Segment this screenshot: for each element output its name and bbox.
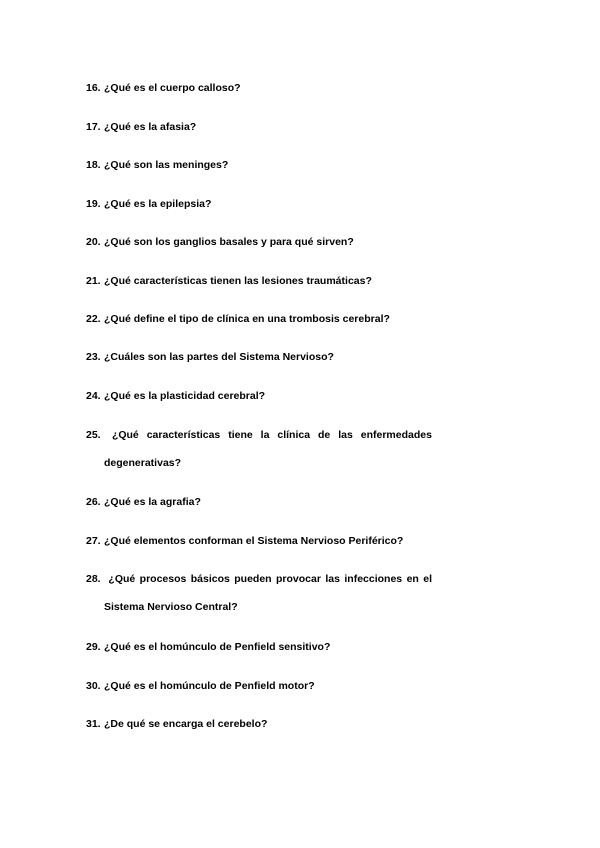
question-word: clínica: [277, 429, 311, 441]
question-26: [86, 495, 432, 509]
question-number: 26.: [86, 496, 101, 508]
question-word: enfermedades: [360, 429, 432, 441]
question-text: ¿Qué características tienen las lesiones traumáticas?: [104, 275, 372, 287]
question-31: [86, 717, 432, 731]
question-17: [86, 120, 432, 134]
question-line-2: Sistema Nervioso Central?: [104, 601, 238, 613]
question-number: 16.: [86, 82, 101, 94]
question-19: [86, 197, 432, 211]
question-text: ¿Qué define el tipo de clínica en una trombosis cerebral?: [104, 313, 390, 325]
question-16: [86, 81, 432, 95]
question-word: las: [325, 573, 340, 585]
question-number: 17.: [86, 121, 101, 133]
question-word: la: [260, 429, 270, 441]
question-text: ¿Qué es el homúnculo de Penfield motor?: [104, 680, 315, 692]
question-22: [86, 312, 432, 326]
question-number: 27.: [86, 535, 101, 547]
question-text: ¿De qué se encarga el cerebelo?: [104, 718, 268, 730]
question-word: las: [338, 429, 353, 441]
question-text: ¿Qué es la plasticidad cerebral?: [104, 390, 266, 402]
question-28: [86, 572, 432, 614]
question-25: [86, 428, 432, 470]
question-word: provocar: [276, 573, 321, 585]
question-text: ¿Qué son las meninges?: [104, 159, 229, 171]
question-word: ¿Qué: [111, 429, 139, 441]
question-word: básicos: [190, 573, 230, 585]
question-text: ¿Qué es el homúnculo de Penfield sensitivo?: [104, 641, 331, 653]
question-number: 18.: [86, 159, 101, 171]
question-word: el: [423, 573, 432, 585]
question-27: [86, 534, 432, 548]
question-20: [86, 235, 432, 249]
question-24: [86, 389, 432, 403]
question-word: tiene: [228, 429, 253, 441]
question-line-1: [86, 572, 432, 586]
question-number: 22.: [86, 313, 101, 325]
question-number: 20.: [86, 236, 101, 248]
question-word: características: [146, 429, 221, 441]
question-number: 28.: [86, 573, 101, 585]
question-number: 23.: [86, 351, 101, 363]
question-number: 19.: [86, 198, 101, 210]
question-line-1: [86, 428, 432, 442]
question-word: infecciones: [344, 573, 403, 585]
question-text: ¿Qué es el cuerpo calloso?: [104, 82, 241, 94]
question-30: [86, 679, 432, 693]
question-word: pueden: [234, 573, 272, 585]
question-21: [86, 274, 432, 288]
question-text: ¿Qué son los ganglios basales y para qué sirven?: [104, 236, 354, 248]
question-word: de: [318, 429, 331, 441]
question-word: procesos: [139, 573, 187, 585]
question-18: [86, 158, 432, 172]
question-number: 21.: [86, 275, 101, 287]
question-29: [86, 640, 432, 654]
question-number: 25.: [86, 429, 101, 441]
question-word: ¿Qué: [108, 573, 136, 585]
question-word: en: [406, 573, 419, 585]
question-number: 24.: [86, 390, 101, 402]
question-number: 31.: [86, 718, 101, 730]
question-text: ¿Qué es la afasia?: [104, 121, 197, 133]
question-text: ¿Qué es la agrafia?: [104, 496, 201, 508]
question-number: 30.: [86, 680, 101, 692]
question-23: [86, 350, 432, 364]
question-text: ¿Qué elementos conforman el Sistema Nervioso Periférico?: [104, 535, 404, 547]
question-number: 29.: [86, 641, 101, 653]
question-line-2: degenerativas?: [104, 457, 182, 469]
question-text: ¿Qué es la epilepsia?: [104, 198, 212, 210]
question-text: ¿Cuáles son las partes del Sistema Nervioso?: [104, 351, 334, 363]
